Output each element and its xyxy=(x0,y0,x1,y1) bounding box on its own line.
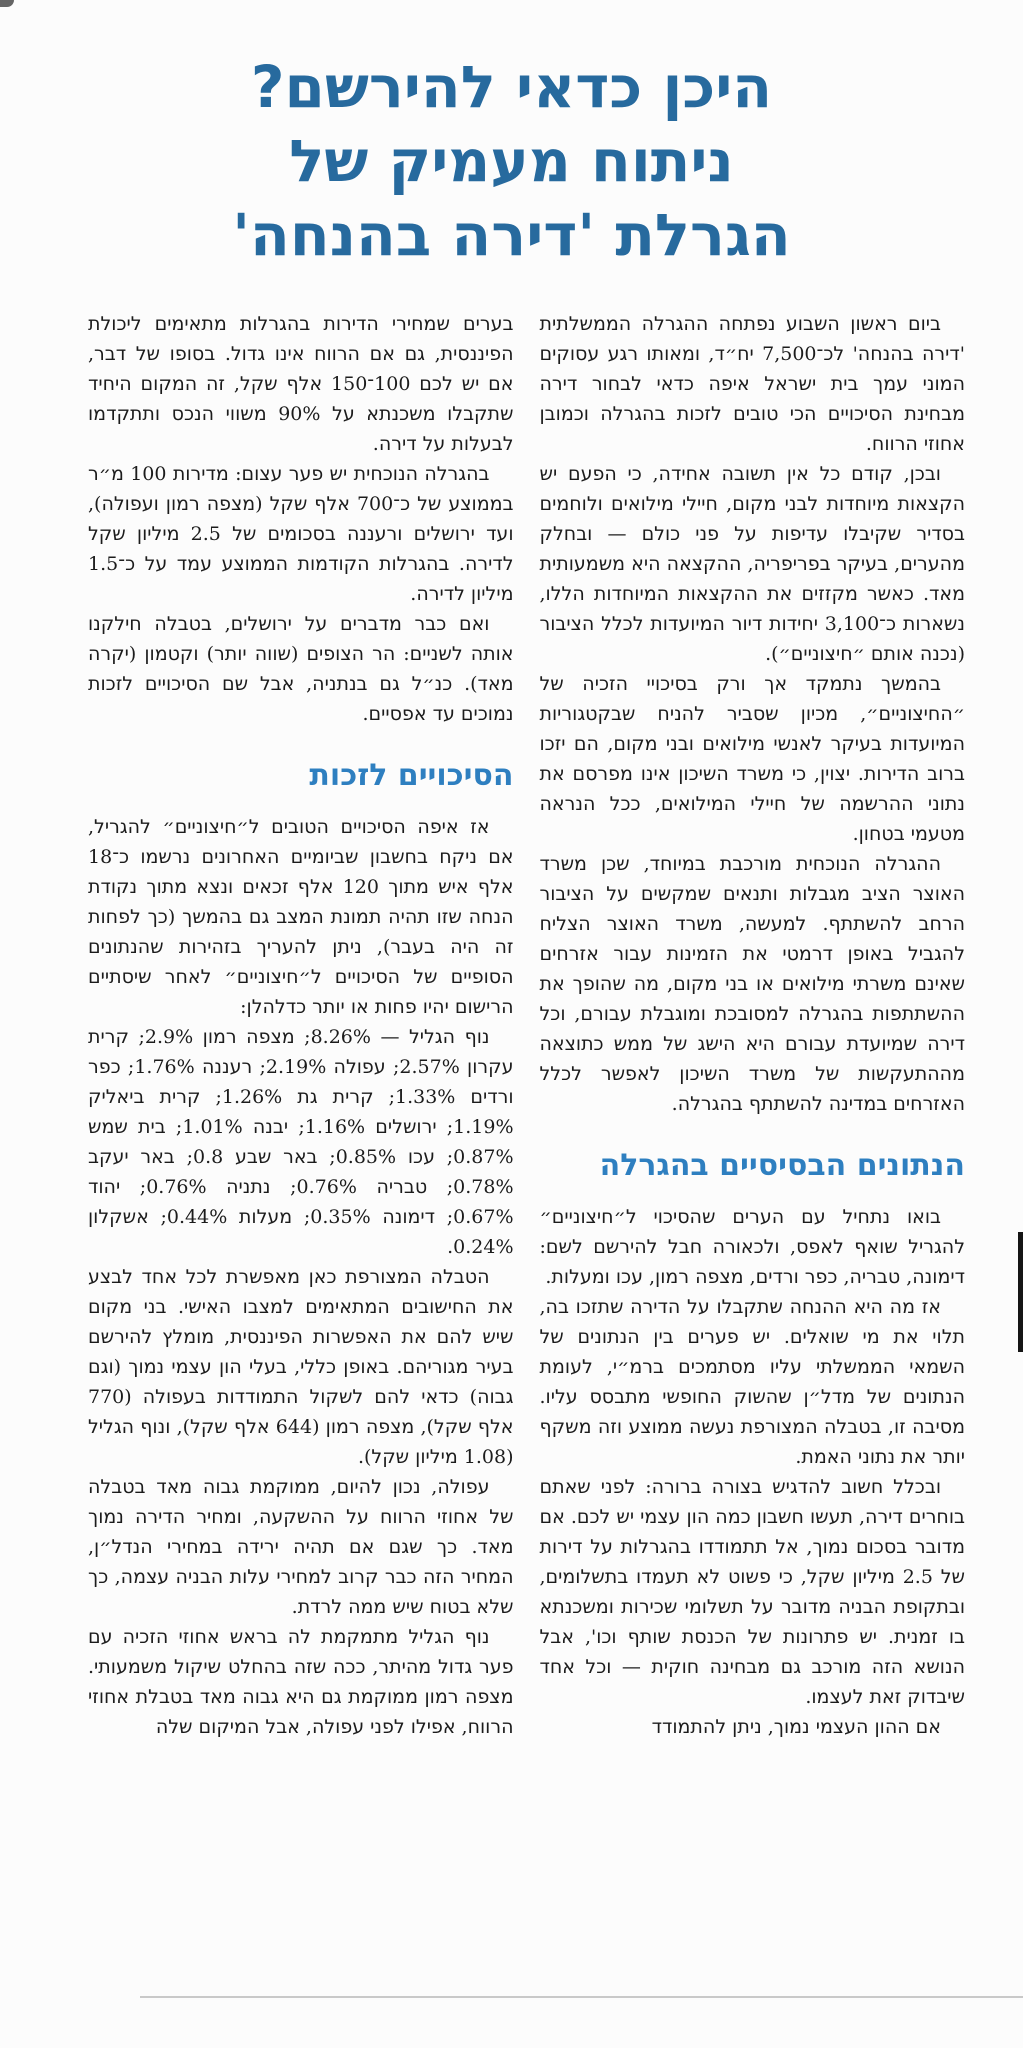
paragraph: בהגרלה הנוכחית יש פער עצום: מדירות 100 מ״ר בממוצע של כ־700 אלף שקל (מצפה רמון ועפולה), ועד ירושלים ורעננה בסכומים של 2.5 מיליון שקל לדירה. בהגרלות הקודמות הממוצע עמד על כ־1.5 מיליון לדירה. xyxy=(88,462,514,605)
scan-artifact-edge xyxy=(1018,1232,1023,1352)
paragraph: בהמשך נתמקד אך ורק בסיכויי הזכיה של ״החיצוניים״, מכיון שסביר להניח שבקטגוריות המיועדות בעיקר לאנשי מילואים ובני מקום, הם יזכו ברוב הדירות. יצוין, כי משרד השיכון אינו מפרסם את נתוני ההרשמה של חיילי המילואים, ככל הנראה מטעמי בטחון. xyxy=(539,672,965,845)
paragraph-percentages-list: נוף הגליל — 8.26%; מצפה רמון 2.9%; קרית עקרון 2.57%; עפולה 2.19%; רעננה 1.76%; כפר ורדים 1.33%; קרית גת 1.26%; קרית ביאליק 1.19%; ירושלים 1.16%; יבנה 1.01%; בית שמש 0.87%; עכו 0.85%; באר שבע 0.8; באר יעקב 0.78%; טבריה 0.76%; נתניה 0.76%; יהוד 0.67%; דימונה 0.35%; מעלות 0.44%; אשקלון 0.24%. xyxy=(88,1026,514,1259)
headline-line-2: ניתוח מעמיק של xyxy=(289,127,734,196)
headline-line-1: היכן כדאי להירשם? xyxy=(250,53,773,121)
paragraph: ובכלל חשוב להדגיש בצורה ברורה: לפני שאתם בוחרים דירה, תעשו חשבון כמה הון עצמי יש לכם. אם מדובר בסכום נמוך, אל תתמודדו בהגרלות על דירות של 2.5 מיליון שקל, כי פשוט לא תעמדו בתשלומים, ובתקופת הבניה מדובר על תשלומי שכירות ומשכנתא בו זמנית. יש פתרונות של הכנסת שותף וכו', אבל הנושא הזה מורכב גם מבחינה חוקית — וכל אחד שיבדוק זאת לעצמו. xyxy=(539,1476,965,1709)
scan-artifact-corner xyxy=(0,0,14,7)
bottom-divider xyxy=(140,1996,1023,1998)
paragraph: אז מה היא ההנחה שתקבלו על הדירה שתזכו בה, תלוי את מי שואלים. יש פערים בין הנתונים של השמאי הממשלתי עליו מסתמכים ברמ״י, לעומת הנתונים של מדל״ן שהשוק החופשי מתבסס עליו. מסיבה זו, בטבלה המצורפת נעשה ממוצע וזה משקף יותר את נתוני האמת. xyxy=(539,1296,965,1469)
paragraph: אם ההון העצמי נמוך, ניתן להתמודד xyxy=(651,1716,941,1739)
section-heading-basic-data: הנתונים הבסיסיים בהגרלה xyxy=(599,1147,965,1183)
paragraph: נוף הגליל מתמקמת לה בראש אחוזי הזכיה עם פער גדול מהיתר, ככה שזה בהחלט שיקול משמעותי. מצפה רמון ממוקמת גם היא גבוה מאד בטבלת אחוזי הרווח, אפילו לפני עפולה, אבל המיקום שלה xyxy=(88,1626,514,1739)
paragraph: ההגרלה הנוכחית מורכבת במיוחד, שכן משרד האוצר הציב מגבלות ותנאים שמקשים על הציבור הרחב להשתתף. למעשה, משרד האוצר הצליח להגביל באופן דרמטי את הזמינות עבור אזרחים שאינם משרתי מילואים או בני מקום, מה שהופך את ההשתתפות בהגרלה למסובכת ומוגבלת עבורם, וכל דירה שמיועדת עבורם היא הישג של ממש כתוצאה מההתעקשות של משרד השיכון לאפשר לכלל האזרחים במדינה להשתתף בהגרלה. xyxy=(539,852,965,1115)
article-headline xyxy=(40,50,983,273)
section-heading-winning-chances: הסיכויים לזכות xyxy=(309,757,514,793)
headline-line-3: הגרלת 'דירה בהנחה' xyxy=(232,201,791,270)
paragraph: אז איפה הסיכויים הטובים ל״חיצוניים״ להגריל, אם ניקח בחשבון שביומיים האחרונים נרשמו כ־18 אלף איש מתוך 120 אלף זכאים ונצא מתוך נקודת הנחה שזו תהיה תמונת המצב גם בהמשך (כך לפחות זה היה בעבר), ניתן להעריך בזהירות שהנתונים הסופיים של הסיכויים ל״חיצוניים״ לאחר שיסתיים הרישום יהיו פחות או יותר כדלהלן: xyxy=(88,816,514,1019)
paragraph: עפולה, נכון להיום, ממוקמת גבוה מאד בטבלה של אחוזי הרווח על ההשקעה, ומחיר הדירה נמוך מאד. כך שגם אם תהיה ירידה במחירי הנדל״ן, המחיר הזה כבר קרוב למחירי עלות הבניה עצמה, כך שלא בטוח שיש ממה לרדת. xyxy=(88,1476,514,1619)
column-left xyxy=(88,309,514,1743)
paragraph: בואו נתחיל עם הערים שהסיכוי ל״חיצוניים״ להגריל שואף לאפס, ולכאורה חבל להירשם לשם: דימונה, טבריה, כפר ורדים, מצפה רמון, עכו ומעלות. xyxy=(539,1206,965,1289)
paragraph-continuation: בערים שמחירי הדירות בהגרלות מתאימים ליכולת הפיננסית, גם אם הרווח אינו גדול. בסופו של דבר, אם יש לכם 100־150 אלף שקל, זה המקום היחיד שתקבלו משכנתא על 90% משווי הנכס ותתקדמו לבעלות על דירה. xyxy=(88,312,514,455)
paragraph: ואם כבר מדברים על ירושלים, בטבלה חילקנו אותה לשניים: הר הצופים (שווה יותר) וקטמון (יקרה מאד). כנ״ל גם בנתניה, אבל שם הסיכויים לזכות נמוכים עד אפסיים. xyxy=(88,612,514,725)
article-body xyxy=(0,309,1023,1743)
paragraph: ביום ראשון השבוע נפתחה ההגרלה הממשלתית 'דירה בהנחה' לכ־7,500 יח״ד, ומאותו רגע עסוקים המוני עמך בית ישראל איפה כדאי לבחור דירה מבחינת הסיכויים הכי טובים לזכות בהגרלה וכמובן אחוזי הרווח. xyxy=(539,312,965,455)
paragraph: ובכן, קודם כל אין תשובה אחידה, כי הפעם יש הקצאות מיוחדות לבני מקום, חיילי מילואים ולוחמים בסדיר שקיבלו עדיפות על פני כולם — ובחלק מהערים, בעיקר בפריפריה, ההקצאה היא משמעותית מאד. כאשר מקזזים את ההקצאות המיוחדות הללו, נשארות כ־3,100 יחידות דיור המיועדות לכלל הציבור (נכנה אותם ״חיצוניים״). xyxy=(539,462,966,665)
column-right xyxy=(540,309,966,1743)
paragraph: הטבלה המצורפת כאן מאפשרת לכל אחד לבצע את החישובים המתאימים למצבו האישי. בני מקום שיש להם את האפשרות הפיננסית, מומלץ להירשם בעיר מגוריהם. באופן כללי, בעלי הון עצמי נמוך (וגם גבוה) כדאי להם לשקול התמודדות בעפולה (770 אלף שקל), מצפה רמון (644 אלף שקל), ונוף הגליל (1.08 מיליון שקל). xyxy=(88,1266,514,1469)
